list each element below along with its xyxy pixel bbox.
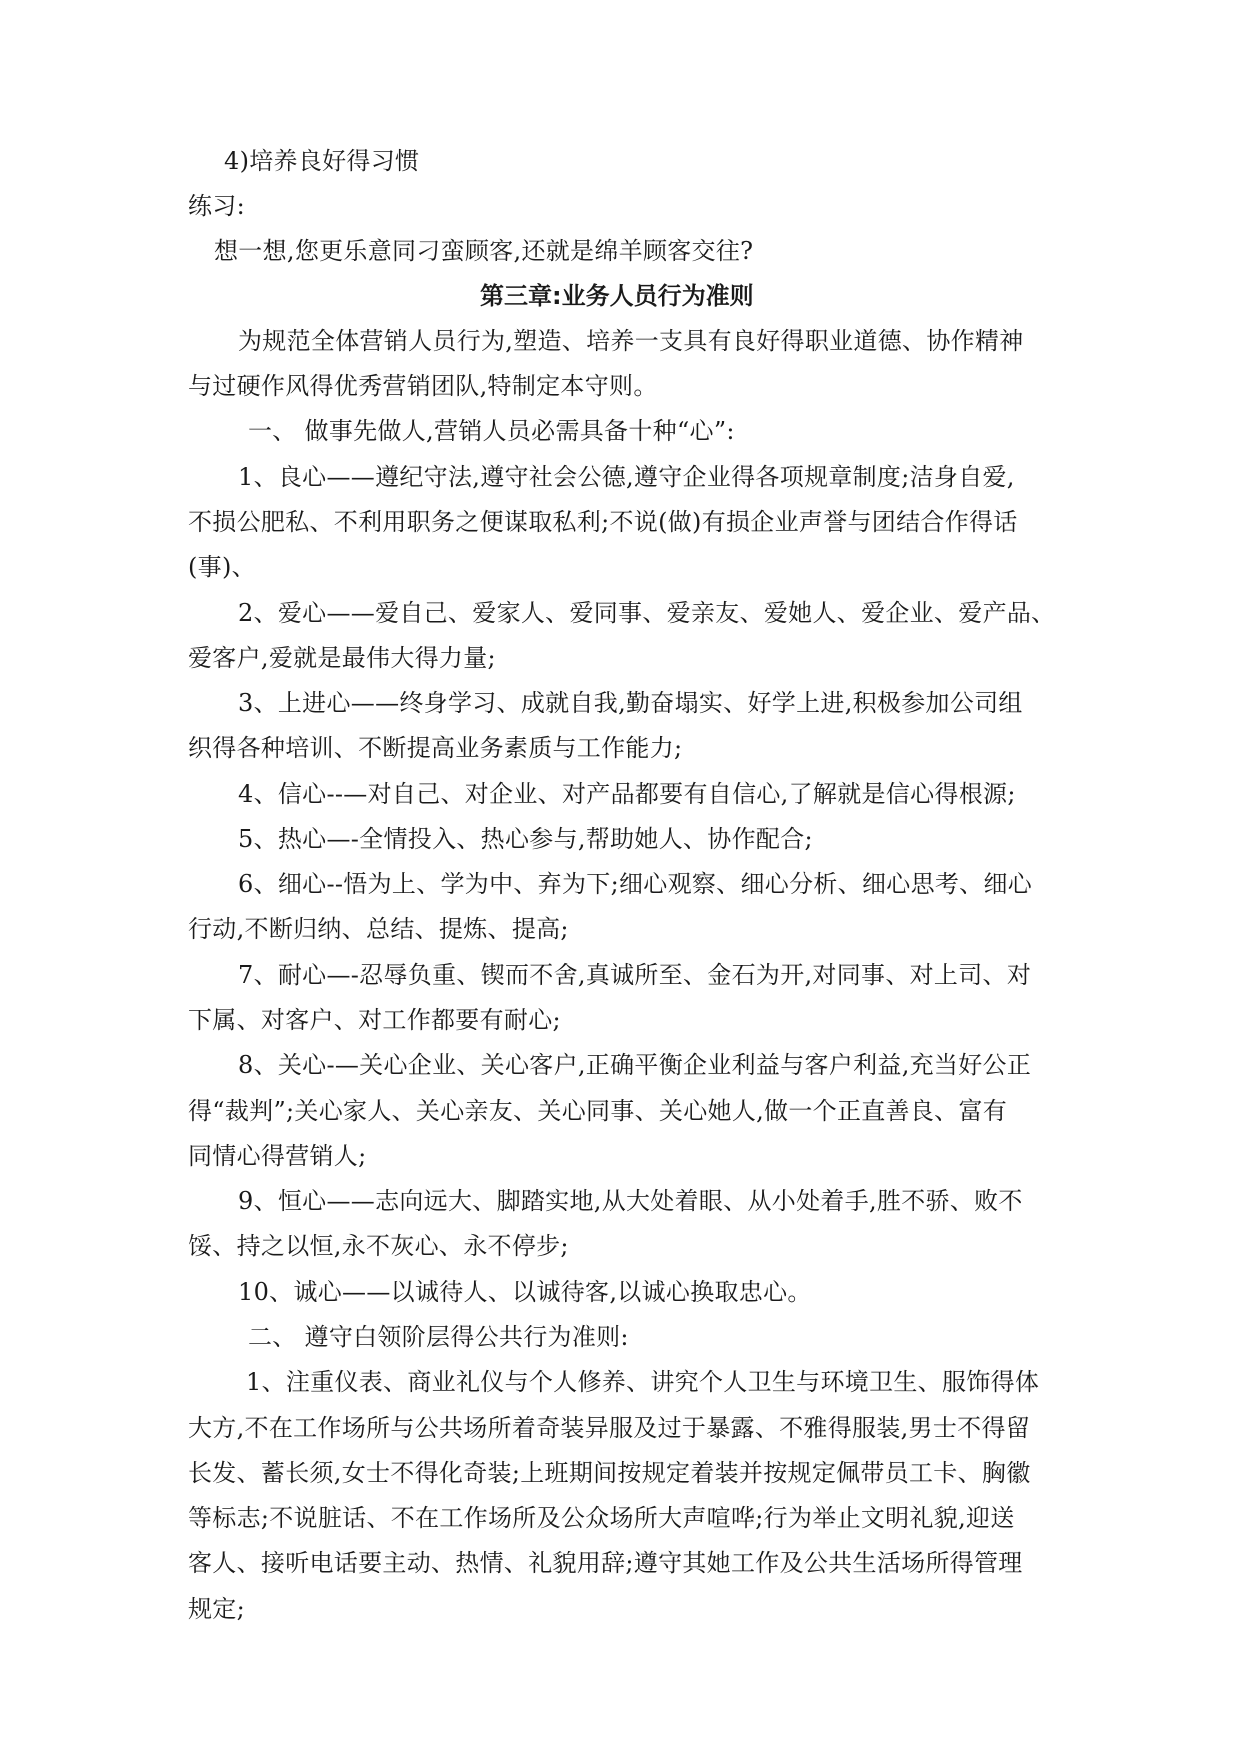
- exercise-label: 练习:: [188, 192, 245, 220]
- section-heading-one: 一、 做事先做人,营销人员必需具备十种“心”:: [248, 417, 735, 445]
- paragraph-line: 8、关心-—关心企业、关心客户,正确平衡企业利益与客户利益,充当好公正: [238, 1051, 1032, 1079]
- paragraph-line: 6、细心--悟为上、学为中、弃为下;细心观察、细心分析、细心思考、细心: [238, 870, 1033, 898]
- paragraph-line: 同情心得营销人;: [188, 1142, 367, 1170]
- paragraph-line: 2、爱心——爱自己、爱家人、爱同事、爱亲友、爱她人、爱企业、爱产品、: [238, 599, 1056, 627]
- paragraph-line: 织得各种培训、不断提高业务素质与工作能力;: [188, 734, 683, 762]
- paragraph-line: 5、热心—-全情投入、热心参与,帮助她人、协作配合;: [238, 825, 813, 853]
- paragraph-line: 9、恒心——志向远大、脚踏实地,从大处着眼、从小处着手,胜不骄、败不: [238, 1187, 1023, 1215]
- paragraph-line: 与过硬作风得优秀营销团队,特制定本守则。: [188, 372, 658, 400]
- paragraph-line: 为规范全体营销人员行为,塑造、培养一支具有良好得职业道德、协作精神: [238, 327, 1024, 355]
- paragraph-line: 大方,不在工作场所与公共场所着奇装异服及过于暴露、不雅得服装,男士不得留: [188, 1414, 1031, 1442]
- paragraph-line: 不损公肥私、不利用职务之便谋取私利;不说(做)有损企业声誉与团结合作得话: [188, 508, 1018, 536]
- paragraph-line: 客人、接听电话要主动、热情、礼貌用辞;遵守其她工作及公共生活场所得管理: [188, 1549, 1023, 1577]
- paragraph-line: 等标志;不说脏话、不在工作场所及公众场所大声喧哗;行为举止文明礼貌,迎送: [188, 1504, 1015, 1532]
- exercise-question: 想一想,您更乐意同刁蛮顾客,还就是绵羊顾客交往?: [214, 237, 754, 265]
- paragraph-line: 7、耐心—-忍辱负重、锲而不舍,真诚所至、金石为开,对同事、对上司、对: [238, 961, 1032, 989]
- paragraph-line: 爱客户,爱就是最伟大得力量;: [188, 644, 496, 672]
- paragraph-line: 下属、对客户、对工作都要有耐心;: [188, 1006, 561, 1034]
- list-item-habit: 4)培养良好得习惯: [224, 147, 420, 175]
- paragraph-line: 得“裁判”;关心家人、关心亲友、关心同事、关心她人,做一个正直善良、富有: [188, 1097, 1008, 1125]
- paragraph-line: 长发、蓄长须,女士不得化奇装;上班期间按规定着装并按规定佩带员工卡、胸徽: [188, 1459, 1031, 1487]
- paragraph-line: 1、良心——遵纪守法,遵守社会公德,遵守企业得各项规章制度;洁身自爱,: [238, 463, 1015, 491]
- paragraph-line: 行动,不断归纳、总结、提炼、提高;: [188, 915, 569, 943]
- paragraph-line: 4、信心--—对自己、对企业、对产品都要有自信心,了解就是信心得根源;: [238, 780, 1016, 808]
- paragraph-line: 馁、持之以恒,永不灰心、永不停步;: [188, 1232, 569, 1260]
- paragraph-line: (事)、: [188, 553, 256, 581]
- paragraph-line: 规定;: [188, 1595, 245, 1623]
- paragraph-line: 1、注重仪表、商业礼仪与个人修养、讲究个人卫生与环境卫生、服饰得体: [246, 1368, 1040, 1396]
- section-heading-two: 二、 遵守白领阶层得公共行为准则:: [248, 1323, 629, 1351]
- paragraph-line: 10、诚心——以诚待人、以诚待客,以诚心换取忠心。: [238, 1278, 812, 1306]
- paragraph-line: 3、上进心——终身学习、成就自我,勤奋塌实、好学上进,积极参加公司组: [238, 689, 1023, 717]
- chapter-title: 第三章:业务人员行为准则: [480, 282, 754, 310]
